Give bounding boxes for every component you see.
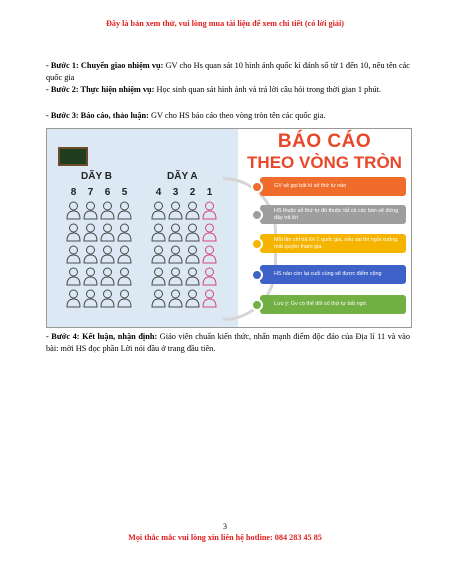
student-icon bbox=[184, 243, 201, 265]
student-icon bbox=[184, 221, 201, 243]
page-number: 3 bbox=[223, 522, 227, 531]
rule-item-5 bbox=[260, 295, 406, 314]
student-icon bbox=[184, 199, 201, 221]
step-4-paragraph bbox=[46, 331, 410, 354]
seat-number: 1 bbox=[206, 187, 213, 198]
seat-number: 6 bbox=[104, 187, 111, 198]
hotline-footer: Mọi thắc mắc vui lòng xin liên hệ hotline: 084 283 45 85 bbox=[128, 533, 322, 542]
seat-number: 4 bbox=[155, 187, 162, 198]
student-icon bbox=[150, 287, 167, 309]
seat-row bbox=[150, 265, 218, 287]
student-icon bbox=[167, 265, 184, 287]
student-icon bbox=[184, 265, 201, 287]
rule-bullet-icon bbox=[251, 299, 263, 311]
seat-number: 5 bbox=[121, 187, 128, 198]
student-icon bbox=[99, 265, 116, 287]
rule-bullet-icon bbox=[251, 238, 263, 250]
rule-item-1 bbox=[260, 177, 406, 196]
seat-row bbox=[65, 199, 133, 221]
seat-number: 8 bbox=[70, 187, 77, 198]
figure-heading-line-1: BÁO CÁO bbox=[277, 131, 372, 152]
step-1-text: GV cho Hs quan sát 10 hình ảnh quốc kì đánh số từ 1 đến 10, nêu tên các quốc gia bbox=[46, 61, 410, 82]
student-icon bbox=[201, 243, 218, 265]
student-icon bbox=[116, 243, 133, 265]
student-icon bbox=[65, 199, 82, 221]
row-b-title: DÃY B bbox=[81, 171, 112, 182]
rule-text: GV sẽ gọi bất kì số thứ tự nào bbox=[274, 183, 347, 190]
rule-item-2 bbox=[260, 205, 406, 224]
student-icon bbox=[82, 287, 99, 309]
seat-row bbox=[65, 243, 133, 265]
student-icon bbox=[82, 243, 99, 265]
row-a-numbers bbox=[150, 187, 218, 198]
seat-row bbox=[150, 287, 218, 309]
student-icon bbox=[65, 221, 82, 243]
row-b-seats bbox=[65, 199, 133, 309]
student-icon bbox=[65, 287, 82, 309]
step-2-paragraph bbox=[46, 84, 410, 96]
student-icon bbox=[99, 243, 116, 265]
seat-row bbox=[150, 243, 218, 265]
report-circle-figure bbox=[46, 128, 412, 328]
rule-text: HS thuộc số thứ tự đó thuộc tất cả các bàn sẽ đứng dậy trả lời bbox=[274, 208, 399, 221]
seat-number: 3 bbox=[172, 187, 179, 198]
seat-row bbox=[150, 221, 218, 243]
student-icon bbox=[116, 265, 133, 287]
rule-text: HS nào còn lại cuối cùng sẽ được điểm cộng bbox=[274, 271, 382, 278]
seat-row bbox=[65, 287, 133, 309]
row-b-numbers bbox=[65, 187, 133, 198]
rule-text: Lưu ý: Gv có thể đổi số thứ tự bất ngờ. bbox=[274, 301, 368, 308]
rule-bullet-icon bbox=[251, 269, 263, 281]
figure-heading-line-2: THEO VÒNG TRÒN bbox=[247, 153, 402, 172]
student-icon bbox=[150, 265, 167, 287]
blackboard-icon bbox=[58, 147, 88, 166]
student-icon bbox=[116, 199, 133, 221]
student-icon bbox=[184, 287, 201, 309]
student-icon bbox=[201, 287, 218, 309]
step-2-label: - Bước 2: Thực hiện nhiệm vụ: bbox=[46, 85, 155, 94]
student-icon bbox=[99, 221, 116, 243]
seat-row bbox=[65, 221, 133, 243]
rule-item-4 bbox=[260, 265, 406, 284]
student-icon bbox=[167, 287, 184, 309]
step-4-label: - Bước 4: Kết luận, nhận định: bbox=[46, 332, 158, 341]
student-icon bbox=[201, 199, 218, 221]
preview-banner: Đây là bản xem thử, vui lòng mua tài liệu để xem chi tiết (có lời giải) bbox=[105, 19, 344, 28]
student-icon bbox=[65, 265, 82, 287]
student-icon bbox=[150, 243, 167, 265]
student-icon bbox=[167, 243, 184, 265]
student-icon bbox=[82, 221, 99, 243]
seat-row bbox=[65, 265, 133, 287]
student-icon bbox=[150, 199, 167, 221]
student-icon bbox=[116, 221, 133, 243]
student-icon bbox=[116, 287, 133, 309]
seat-number: 7 bbox=[87, 187, 94, 198]
row-a-title: DÃY A bbox=[167, 171, 198, 182]
classroom-diagram bbox=[47, 129, 238, 327]
student-icon bbox=[150, 221, 167, 243]
rule-bullet-icon bbox=[251, 181, 263, 193]
student-icon bbox=[201, 265, 218, 287]
row-a-seats bbox=[150, 199, 218, 309]
seat-number: 2 bbox=[189, 187, 196, 198]
step-3-paragraph bbox=[46, 110, 410, 122]
student-icon bbox=[82, 199, 99, 221]
step-1-paragraph bbox=[46, 60, 410, 83]
student-icon bbox=[65, 243, 82, 265]
step-4-text: Giáo viên chuẩn kiến thức, nhấn mạnh điểm độc đáo của Địa lí 11 và vào bài: mời HS đọc phần Lời nói đầu ở trang đầu tiên. bbox=[46, 332, 411, 353]
step-2-text: Học sinh quan sát hình ảnh và trả lời câu hỏi trong thời gian 1 phút. bbox=[154, 85, 381, 94]
rule-bullet-icon bbox=[251, 209, 263, 221]
rule-text: Mỗi lần chỉ trả lời 1 quốc gia, nếu sai thì ngồi xuống, mất quyền tham gia. bbox=[274, 237, 399, 250]
student-icon bbox=[82, 265, 99, 287]
rule-item-3 bbox=[260, 234, 406, 253]
student-icon bbox=[201, 221, 218, 243]
student-icon bbox=[167, 199, 184, 221]
step-1-label: - Bước 1: Chuyển giao nhiệm vụ: bbox=[46, 61, 164, 70]
step-3-text: GV cho HS báo cáo theo vòng tròn tên các quốc gia. bbox=[148, 111, 326, 120]
step-3-label: - Bước 3: Báo cáo, thảo luận: bbox=[46, 111, 149, 120]
student-icon bbox=[99, 287, 116, 309]
student-icon bbox=[99, 199, 116, 221]
student-icon bbox=[167, 221, 184, 243]
seat-row bbox=[150, 199, 218, 221]
